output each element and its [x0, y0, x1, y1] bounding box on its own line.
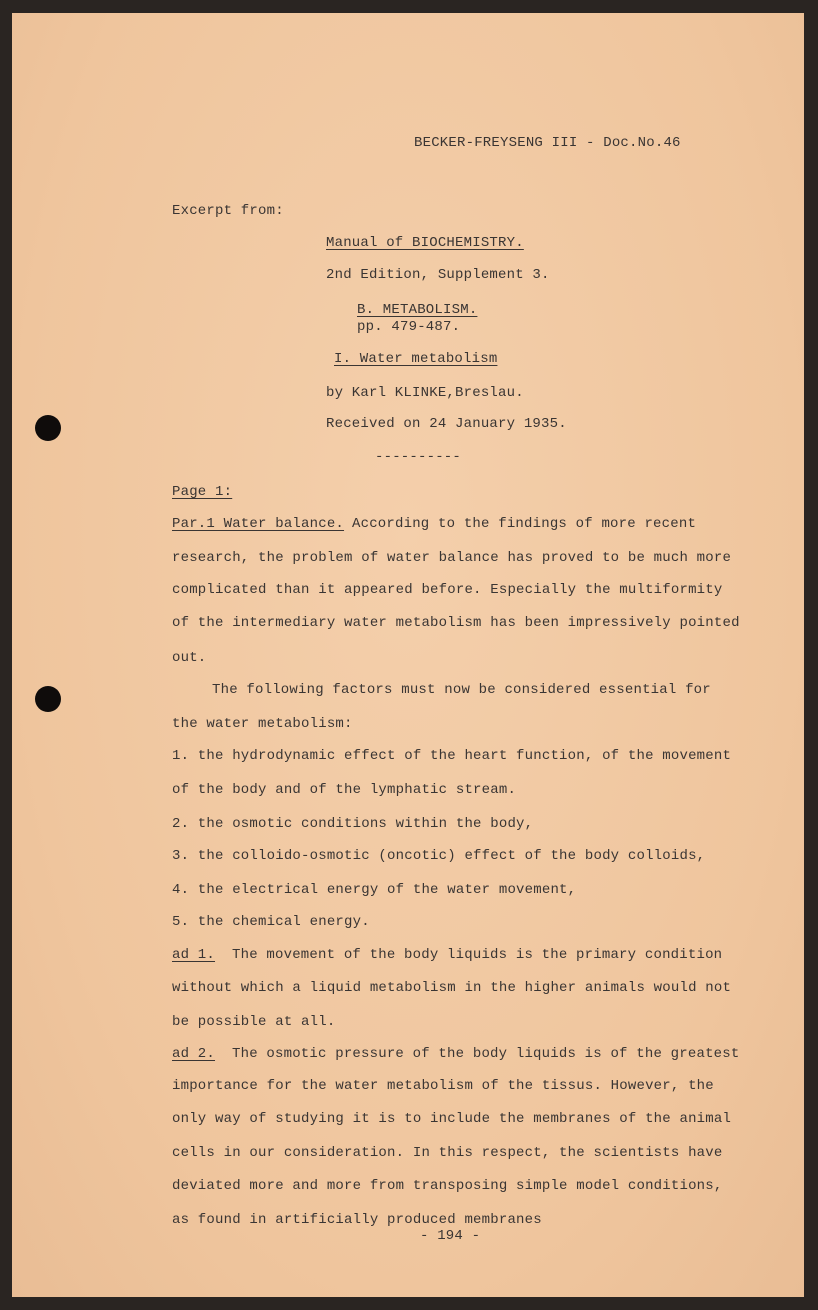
text-line: of the intermediary water metabolism has been impressively pointed	[172, 615, 740, 631]
text-line: importance for the water metabolism of the tissus. However, the	[172, 1078, 714, 1094]
text-line: be possible at all.	[172, 1014, 336, 1030]
text-line: deviated more and more from transposing simple model conditions,	[172, 1178, 723, 1194]
page-label: Page 1:	[172, 484, 233, 500]
document-page	[12, 13, 804, 1297]
text-line: According to the findings of more recent	[352, 516, 697, 532]
list-item: 2. the osmotic conditions within the body,	[172, 816, 534, 832]
text-line: out.	[172, 650, 207, 666]
text-line: complicated than it appeared before. Especially the multiformity	[172, 582, 723, 598]
section-title: B. METABOLISM.	[357, 302, 478, 318]
list-item: 5. the chemical energy.	[172, 914, 370, 930]
excerpt-label: Excerpt from:	[172, 203, 284, 219]
page-number: - 194 -	[420, 1228, 481, 1244]
chapter-title: I. Water metabolism	[334, 351, 498, 367]
divider: ----------	[375, 449, 462, 465]
punch-hole	[35, 686, 61, 712]
text-line: the water metabolism:	[172, 716, 353, 732]
edition-line: 2nd Edition, Supplement 3.	[326, 267, 550, 283]
list-item: 1. the hydrodynamic effect of the heart function, of the movement	[172, 748, 732, 764]
page-range: pp. 479-487.	[357, 319, 461, 335]
par1-heading: Par.1 Water balance.	[172, 516, 345, 532]
document-reference: BECKER-FREYSENG III - Doc.No.46	[414, 135, 681, 151]
text-line: only way of studying it is to include the membranes of the animal	[172, 1111, 732, 1127]
ad1-label: ad 1.	[172, 947, 216, 963]
text-line: The osmotic pressure of the body liquids is of the greatest	[232, 1046, 740, 1062]
punch-hole	[35, 415, 61, 441]
text-line: The following factors must now be considered essential for	[212, 682, 711, 698]
list-item: 4. the electrical energy of the water movement,	[172, 882, 577, 898]
manual-title: Manual of BIOCHEMISTRY.	[326, 235, 524, 251]
received-line: Received on 24 January 1935.	[326, 416, 567, 432]
list-item: 3. the colloido-osmotic (oncotic) effect of the body colloids,	[172, 848, 706, 864]
author-line: by Karl KLINKE,Breslau.	[326, 385, 524, 401]
ad2-label: ad 2.	[172, 1046, 216, 1062]
text-line: without which a liquid metabolism in the higher animals would not	[172, 980, 732, 996]
text-line: as found in artificially produced membranes	[172, 1212, 542, 1228]
text-line: cells in our consideration. In this respect, the scientists have	[172, 1145, 723, 1161]
text-line: research, the problem of water balance has proved to be much more	[172, 550, 732, 566]
text-line: The movement of the body liquids is the primary condition	[232, 947, 723, 963]
list-item: of the body and of the lymphatic stream.	[172, 782, 517, 798]
